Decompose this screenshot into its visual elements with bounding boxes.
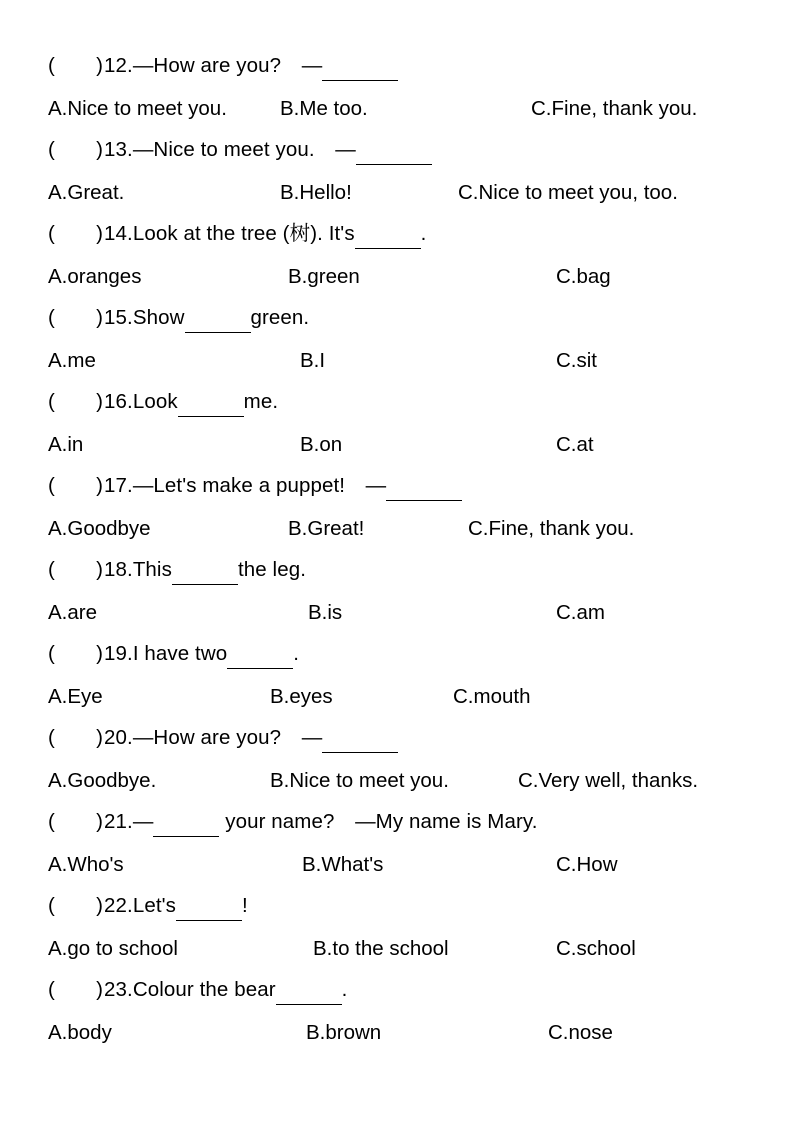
question-number: 18.	[104, 558, 133, 581]
fill-in-blank[interactable]	[322, 724, 398, 753]
fill-in-blank[interactable]	[322, 52, 398, 81]
option-choice[interactable]: A.Who's	[48, 853, 124, 876]
option-row	[48, 1019, 745, 1047]
option-choice[interactable]: B.What's	[302, 853, 384, 876]
prompt-text-before: —Let's make a puppet! —	[132, 474, 387, 497]
option-choice[interactable]: A.Nice to meet you.	[48, 97, 227, 120]
option-row	[48, 95, 745, 123]
answer-bracket[interactable]: ( )	[48, 306, 104, 329]
prompt-text-before: Colour the bear	[132, 978, 276, 1001]
prompt-text-after: .	[420, 222, 427, 245]
option-choice[interactable]: C.Fine, thank you.	[468, 517, 635, 540]
question-item	[48, 388, 745, 459]
option-choice[interactable]: C.How	[556, 853, 618, 876]
question-number: 23.	[104, 978, 133, 1001]
question-prompt	[48, 472, 745, 501]
question-item	[48, 556, 745, 627]
prompt-text-after: .	[341, 978, 348, 1001]
prompt-text-before: Look at the tree (树). It's	[132, 222, 355, 245]
answer-bracket[interactable]: ( )	[48, 726, 104, 749]
option-choice[interactable]: C.nose	[548, 1021, 613, 1044]
fill-in-blank[interactable]	[386, 472, 462, 501]
option-choice[interactable]: A.go to school	[48, 937, 178, 960]
question-item	[48, 724, 745, 795]
question-number: 12.	[104, 54, 133, 77]
option-choice[interactable]: B.Great!	[288, 517, 365, 540]
option-choice[interactable]: B.Me too.	[280, 97, 368, 120]
option-choice[interactable]: A.Goodbye	[48, 517, 151, 540]
question-number: 22.	[104, 894, 133, 917]
option-choice[interactable]: C.school	[556, 937, 636, 960]
question-prompt	[48, 724, 745, 753]
option-choice[interactable]: B.brown	[306, 1021, 382, 1044]
fill-in-blank[interactable]	[355, 220, 421, 249]
option-choice[interactable]: A.Eye	[48, 685, 103, 708]
option-choice[interactable]: B.green	[288, 265, 360, 288]
option-choice[interactable]: A.body	[48, 1021, 112, 1044]
prompt-text-before: I have two	[132, 642, 228, 665]
fill-in-blank[interactable]	[172, 556, 238, 585]
option-choice[interactable]: B.is	[308, 601, 343, 624]
question-number: 21.	[104, 810, 133, 833]
option-row	[48, 935, 745, 963]
option-row	[48, 179, 745, 207]
fill-in-blank[interactable]	[227, 640, 293, 669]
question-prompt	[48, 388, 745, 417]
option-choice[interactable]: A.Great.	[48, 181, 125, 204]
prompt-text-after: your name? —My name is Mary.	[219, 810, 538, 833]
question-prompt	[48, 220, 745, 249]
option-row	[48, 683, 745, 711]
option-choice[interactable]: B.Hello!	[280, 181, 352, 204]
question-number: 19.	[104, 642, 133, 665]
answer-bracket[interactable]: ( )	[48, 642, 104, 665]
answer-bracket[interactable]: ( )	[48, 558, 104, 581]
answer-bracket[interactable]: ( )	[48, 810, 104, 833]
question-item	[48, 808, 745, 879]
question-number: 16.	[104, 390, 133, 413]
prompt-text-before: —	[132, 810, 154, 833]
question-prompt	[48, 136, 745, 165]
question-prompt	[48, 808, 745, 837]
answer-bracket[interactable]: ( )	[48, 474, 104, 497]
option-choice[interactable]: A.Goodbye.	[48, 769, 157, 792]
option-choice[interactable]: A.me	[48, 349, 96, 372]
option-choice[interactable]: C.am	[556, 601, 605, 624]
prompt-text-before: Let's	[132, 894, 176, 917]
option-row	[48, 431, 745, 459]
fill-in-blank[interactable]	[153, 808, 219, 837]
option-choice[interactable]: C.Fine, thank you.	[531, 97, 698, 120]
question-item	[48, 52, 745, 123]
answer-bracket[interactable]: ( )	[48, 978, 104, 1001]
answer-bracket[interactable]: ( )	[48, 222, 104, 245]
option-choice[interactable]: B.to the school	[313, 937, 449, 960]
fill-in-blank[interactable]	[185, 304, 251, 333]
fill-in-blank[interactable]	[178, 388, 244, 417]
prompt-text-before: —How are you? —	[132, 54, 323, 77]
prompt-text-before: This	[132, 558, 172, 581]
question-prompt	[48, 52, 745, 81]
question-number: 15.	[104, 306, 133, 329]
question-item	[48, 472, 745, 543]
question-list	[48, 52, 745, 1047]
question-prompt	[48, 976, 745, 1005]
option-choice[interactable]: C.Nice to meet you, too.	[458, 181, 678, 204]
option-row	[48, 851, 745, 879]
question-item	[48, 976, 745, 1047]
fill-in-blank[interactable]	[176, 892, 242, 921]
question-prompt	[48, 892, 745, 921]
option-choice[interactable]: B.I	[300, 349, 326, 372]
fill-in-blank[interactable]	[356, 136, 432, 165]
option-choice[interactable]: B.eyes	[270, 685, 333, 708]
prompt-text-before: —Nice to meet you. —	[132, 138, 356, 161]
option-choice[interactable]: A.are	[48, 601, 97, 624]
question-number: 14.	[104, 222, 133, 245]
question-number: 20.	[104, 726, 133, 749]
option-choice[interactable]: A.in	[48, 433, 84, 456]
question-item	[48, 640, 745, 711]
question-prompt	[48, 304, 745, 333]
option-choice[interactable]: C.bag	[556, 265, 611, 288]
question-item	[48, 136, 745, 207]
question-item	[48, 892, 745, 963]
answer-bracket[interactable]: ( )	[48, 894, 104, 917]
prompt-text-after: green.	[250, 306, 310, 329]
question-number: 17.	[104, 474, 133, 497]
prompt-text-after: !	[241, 894, 248, 917]
answer-bracket[interactable]: ( )	[48, 390, 104, 413]
option-choice[interactable]: C.sit	[556, 349, 597, 372]
prompt-text-after: me.	[243, 390, 279, 413]
option-row	[48, 263, 745, 291]
option-choice[interactable]: A.oranges	[48, 265, 142, 288]
prompt-text-after: .	[293, 642, 300, 665]
option-choice[interactable]: B.on	[300, 433, 343, 456]
option-choice[interactable]: C.mouth	[453, 685, 531, 708]
prompt-text-after: the leg.	[237, 558, 306, 581]
option-choice[interactable]: C.Very well, thanks.	[518, 769, 699, 792]
answer-bracket[interactable]: ( )	[48, 138, 104, 161]
answer-bracket[interactable]: ( )	[48, 54, 104, 77]
fill-in-blank[interactable]	[276, 976, 342, 1005]
prompt-text-before: Look	[132, 390, 178, 413]
question-number: 13.	[104, 138, 133, 161]
option-row	[48, 599, 745, 627]
question-prompt	[48, 556, 745, 585]
option-choice[interactable]: C.at	[556, 433, 594, 456]
prompt-text-before: Show	[132, 306, 185, 329]
prompt-text-before: —How are you? —	[132, 726, 323, 749]
question-item	[48, 304, 745, 375]
question-item	[48, 220, 745, 291]
option-row	[48, 515, 745, 543]
option-choice[interactable]: B.Nice to meet you.	[270, 769, 449, 792]
option-row	[48, 767, 745, 795]
option-row	[48, 347, 745, 375]
question-prompt	[48, 640, 745, 669]
